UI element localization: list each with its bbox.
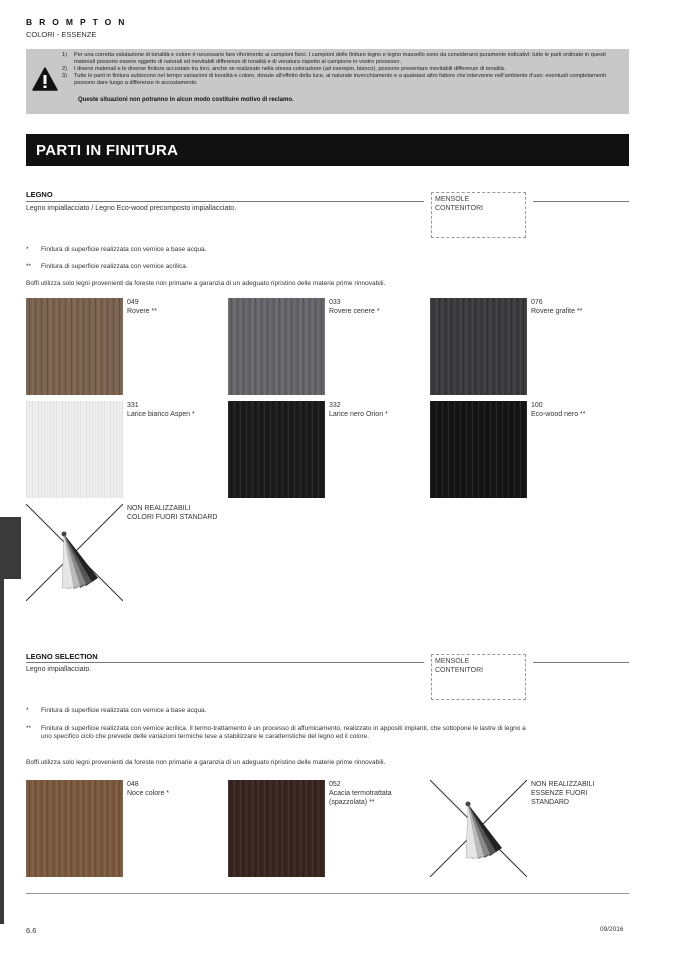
- swatch-label: 033 Rovere cenere *: [329, 299, 380, 315]
- notice-list: [62, 52, 626, 87]
- selection-rule: [26, 662, 424, 663]
- swatch-label: 100 Eco-wood nero **: [531, 402, 586, 418]
- side-tab: [0, 517, 21, 579]
- legno-mensole-box: MENSOLE CONTENITORI: [431, 192, 526, 238]
- selection-title: LEGNO SELECTION: [26, 652, 98, 661]
- side-line: [0, 579, 4, 924]
- swatch-331[interactable]: [26, 401, 123, 498]
- swatch-052[interactable]: [228, 780, 325, 877]
- brand-subtitle: COLORI - ESSENZE: [26, 30, 97, 39]
- non-realizzabili-label: NON REALIZZABILI ESSENZE FUORI STANDARD: [531, 781, 595, 806]
- non-realizzabili-crossed-icon: [26, 504, 123, 601]
- swatch-049[interactable]: [26, 298, 123, 395]
- notice-disclaimer: Queste situazioni non potranno in alcun modo costituire motivo di reclamo.: [78, 97, 294, 103]
- legno-rule: [26, 201, 424, 202]
- legno-note-2: ** Finitura di superficie realizzata con vernice acrilica.: [26, 263, 188, 270]
- swatch-076[interactable]: [430, 298, 527, 395]
- section-band: [26, 134, 629, 166]
- swatch-label: 331 Larice bianco Aspen *: [127, 402, 195, 418]
- notice-box: [26, 49, 629, 114]
- notice-item: 2) I diversi materiali e le diverse finiture accostate tra loro, anche se realizzate nella stessa colorazione (ad esempio, bianco), possono presentare inevitabili differenze di tonalità.: [62, 66, 506, 72]
- selection-rule-right: [533, 662, 629, 663]
- notice-item: 1) Per una corretta valutazione di tonalità e colore è necessario fare riferimento ai campioni fisici. I campioni delle finiture legno e legno massello sono da considerarsi puramente indicativi: tutte le parti ordinate in questi materiali possono essere oggetto di naturali ed inevitabili differenze di tonalità e di venatura rispetto al campione in vostro possesso.: [62, 52, 606, 65]
- selection-subtitle: Legno impiallacciato.: [26, 666, 92, 673]
- page-number: 6.6: [26, 926, 37, 935]
- selection-mensole-box: MENSOLE CONTENITORI: [431, 654, 526, 700]
- edition-date: 09/2016: [600, 926, 624, 933]
- non-realizzabili-crossed-icon: [430, 780, 527, 877]
- swatch-100[interactable]: [430, 401, 527, 498]
- selection-boffi-note: Boffi utilizza solo legni provenienti da foreste non primarie a garanzia di un adeguato ripristino delle materie prime rinnovabili.: [26, 759, 386, 766]
- swatch-label: 048 Noce colore *: [127, 781, 170, 797]
- legno-boffi-note: Boffi utilizza solo legni provenienti da foreste non primarie a garanzia di un adeguato ripristino delle materie prime rinnovabili.: [26, 280, 386, 287]
- brand-name: BROMPTON: [26, 17, 132, 27]
- legno-title: LEGNO: [26, 190, 53, 199]
- swatch-048[interactable]: [26, 780, 123, 877]
- selection-note-1: * Finitura di superficie realizzata con vernice a base acqua.: [26, 707, 207, 714]
- swatch-332[interactable]: [228, 401, 325, 498]
- swatch-033[interactable]: [228, 298, 325, 395]
- page-title: PARTI IN FINITURA: [36, 142, 179, 159]
- legno-subtitle: Legno impiallacciato / Legno Eco-wood precomposto impiallacciato.: [26, 205, 237, 212]
- notice-item: 3) Tutte le parti in finitura subiscono nel tempo variazioni di tonalità e colore, dovute all'effetto della luce, al naturale invecchiamento e a qualsiasi altro fattore che intervenne nell'ambiente d'uso: eventuali completamenti possono dare luogo a differenze in accostamento.: [62, 73, 606, 86]
- non-realizzabili-label: NON REALIZZABILI COLORI FUORI STANDARD: [127, 505, 218, 521]
- footer-rule: [26, 893, 629, 894]
- swatch-label: 076 Rovere grafite **: [531, 299, 583, 315]
- warning-icon: [32, 67, 58, 91]
- legno-note-1: * Finitura di superficie realizzata con vernice a base acqua.: [26, 246, 207, 253]
- swatch-label: 052 Acacia termotrattata (spazzolata) **: [329, 781, 392, 806]
- swatch-label: 332 Larice nero Orion *: [329, 402, 388, 418]
- selection-note-2: ** Finitura di superficie realizzata con vernice acrilica. Il termo-trattamento è un processo di affumicamento, realizzato in appositi impianti, che sottopone le lastre di legno a uno specifico ciclo che prevede delle variazioni termiche tese a stabilizzare le caratteristiche del legno ed il colore.: [26, 725, 526, 740]
- legno-rule-right: [533, 201, 629, 202]
- swatch-label: 049 Rovere **: [127, 299, 157, 315]
